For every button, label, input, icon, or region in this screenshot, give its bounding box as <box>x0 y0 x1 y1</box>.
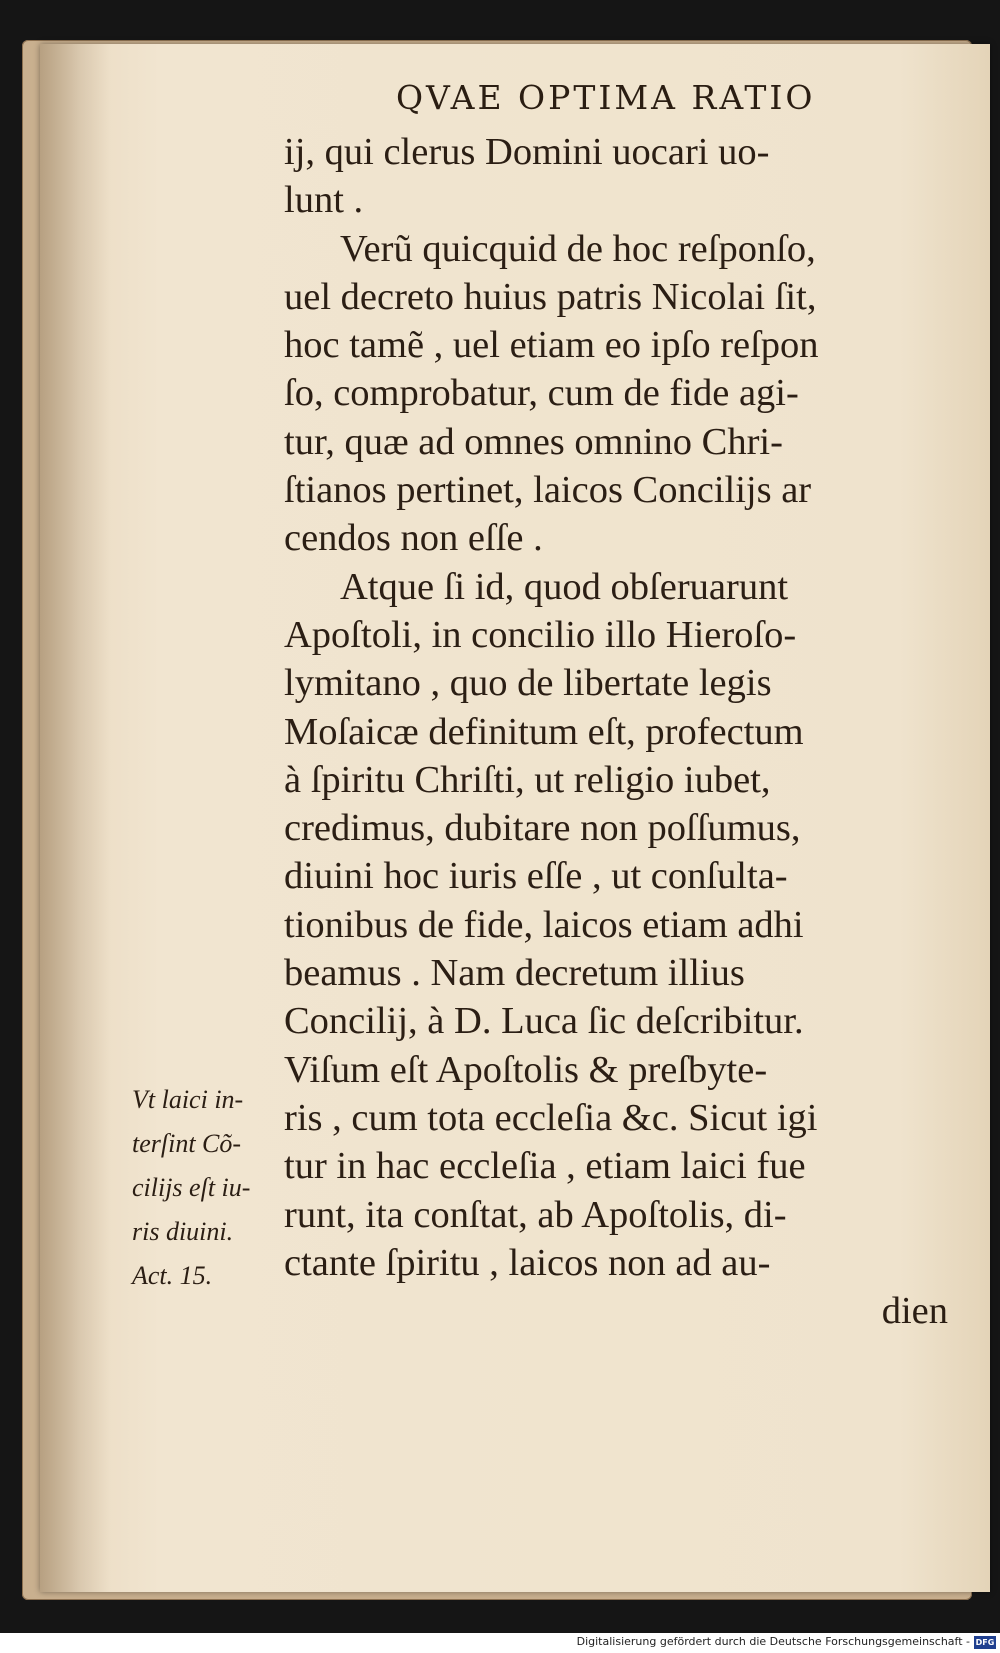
margin-note <box>132 1078 282 1298</box>
funding-notice: Digitalisierung gefördert durch die Deutsche Forschungsgemeinschaft - <box>576 1635 970 1648</box>
body-text <box>284 128 964 1335</box>
text-line: tur in hac eccleſia , etiam laici fue <box>284 1145 806 1188</box>
margin-note-line: Vt laici in- <box>132 1085 244 1114</box>
page-binding-shadow <box>40 44 110 1592</box>
text-line: à ſpiritu Chriſti, ut religio iubet, <box>284 758 771 801</box>
text-line: hoc tamẽ , uel etiam eo ipſo reſpon <box>284 324 819 367</box>
text-line: beamus . Nam decretum illius <box>284 952 745 995</box>
text-line: Viſum eſt Apoſtolis & preſbyte- <box>284 1048 768 1091</box>
footer-bar <box>0 1633 1000 1653</box>
text-line: tionibus de fide, laicos etiam adhi <box>284 903 804 946</box>
text-line: Atque ſi id, quod obſeruarunt <box>340 565 789 608</box>
text-line: Moſaicæ definitum eſt, profectum <box>284 710 804 753</box>
text-line: ſo, comprobatur, cum de fide agi- <box>284 372 799 415</box>
margin-note-line: terſint Cõ- <box>132 1129 242 1158</box>
dfg-logo: DFG <box>975 1638 995 1647</box>
text-line: uel decreto huius patris Nicolai ſit, <box>284 275 817 318</box>
margin-note-line: cilijs eſt iu- <box>132 1173 251 1202</box>
text-line: tur, quæ ad omnes omnino Chri- <box>284 420 783 463</box>
catchword: dien <box>881 1290 948 1333</box>
text-line: ris , cum tota eccleſia &c. Sicut igi <box>284 1096 818 1139</box>
margin-note-line: ris diuini. <box>132 1217 234 1246</box>
text-line: credimus, dubitare non poſſumus, <box>284 807 801 850</box>
text-line: lymitano , quo de libertate legis <box>284 662 772 705</box>
text-line: ctante ſpiritu , laicos non ad au- <box>284 1241 771 1284</box>
text-line: Verũ quicquid de hoc reſponſo, <box>340 227 816 270</box>
running-head: QVAE OPTIMA RATIO <box>396 78 816 117</box>
book-page <box>40 44 990 1592</box>
text-line: ſtianos pertinet, laicos Concilijs ar <box>284 469 812 512</box>
text-line: cendos non eſſe . <box>284 517 543 560</box>
text-line: runt, ita conſtat, ab Apoſtolis, di- <box>284 1193 787 1236</box>
margin-note-line: Act. 15. <box>132 1261 213 1290</box>
text-line: Concilij, à D. Luca ſic deſcribitur. <box>284 1000 804 1043</box>
text-line: diuini hoc iuris eſſe , ut conſulta- <box>284 855 788 898</box>
text-line: ij, qui clerus Domini uocari uo- <box>284 131 770 173</box>
text-line: lunt . <box>284 179 364 222</box>
text-line: Apoſtoli, in concilio illo Hieroſo- <box>284 613 797 656</box>
